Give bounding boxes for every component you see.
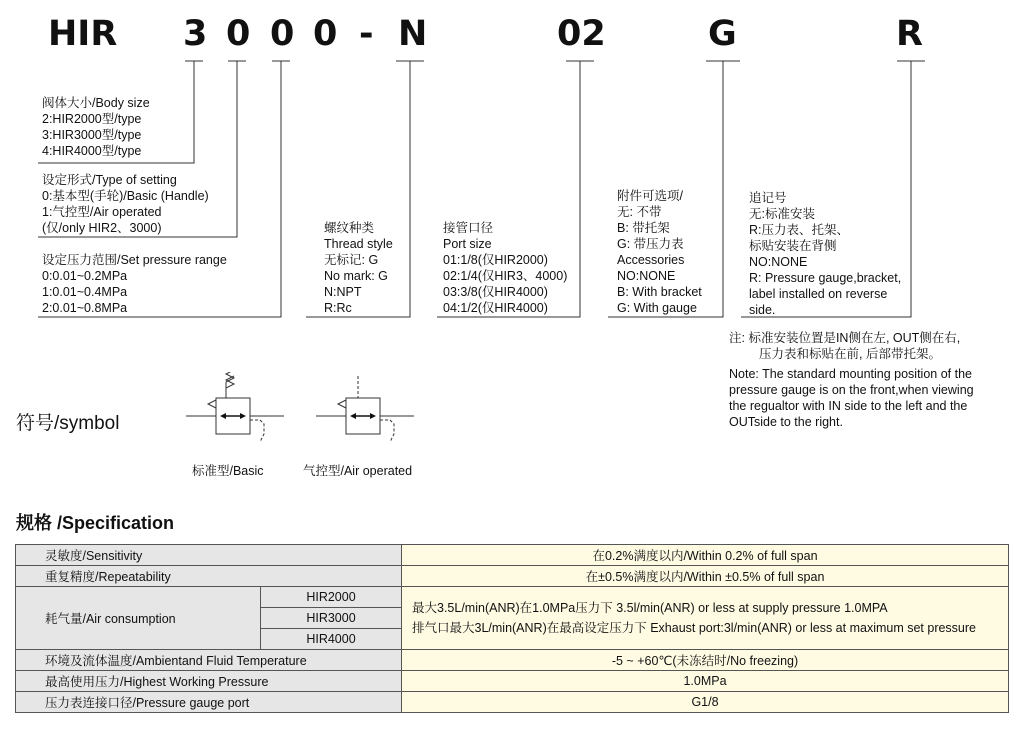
- air-operated-caption: 气控型/Air operated: [303, 464, 413, 478]
- option-accessories: 附件可选项/ 无: 不带 B: 带托架 G: 带压力表 Accessories NO:NONE B: With bracket G: With gauge: [617, 189, 702, 315]
- model-type-code: 0: [313, 14, 338, 54]
- table-row: [16, 650, 1009, 671]
- note-cn: 注: 标准安装位置是IN侧在左, OUT侧在右, 压力表和标贴在前, 后部带托架。: [729, 331, 961, 361]
- spec-label: 压力表连接口径/Pressure gauge port: [16, 692, 402, 713]
- spec-value: 1.0MPa: [402, 671, 1009, 692]
- spec-value: 最大3.5L/min(ANR)在1.0MPa压力下 3.5l/min(ANR) or less at supply pressure 1.0MPA 排气口最大3L/min(ANR)在最高设定压力下 Exhaust port:3l/min(ANR) or less at maximum set pressure: [402, 587, 1009, 650]
- table-row: [16, 545, 1009, 566]
- table-row: [16, 692, 1009, 713]
- model-dash: -: [359, 14, 374, 54]
- option-suffix: 追记号 无:标准安装 R:压力表、托架、 标贴安装在背侧 NO:NONE R: Pressure gauge,bracket, label installed on reverse side.: [749, 191, 902, 317]
- option-body-size: 阀体大小/Body size 2:HIR2000型/type 3:HIR3000型/type 4:HIR4000型/type: [42, 96, 150, 158]
- model-thread-code: N: [398, 14, 428, 54]
- model-setting-code: 0: [226, 14, 251, 54]
- model-size-code: 3: [183, 14, 208, 54]
- spec-label: 耗气量/Air consumption: [16, 587, 261, 650]
- model-port-code: 02: [557, 14, 606, 54]
- air-operated-symbol: [310, 372, 420, 452]
- spec-table: [15, 544, 1009, 713]
- spec-model: HIR3000: [261, 608, 402, 629]
- option-pressure-range: 设定压力范围/Set pressure range 0:0.01~0.2MPa 1:0.01~0.4MPa 2:0.01~0.8MPa: [42, 253, 227, 315]
- basic-caption: 标准型/Basic: [192, 464, 264, 478]
- table-row: [16, 671, 1009, 692]
- spec-value: G1/8: [402, 692, 1009, 713]
- option-setting-type: 设定形式/Type of setting 0:基本型(手轮)/Basic (Handle) 1:气控型/Air operated (仅/only HIR2、3000): [42, 173, 209, 235]
- spec-label: 最高使用压力/Highest Working Pressure: [16, 671, 402, 692]
- table-row: [16, 566, 1009, 587]
- model-gauge-code: G: [708, 14, 737, 54]
- spec-label: 重复精度/Repeatability: [16, 566, 402, 587]
- spec-value: -5 ~ +60℃(未冻结时/No freezing): [402, 650, 1009, 671]
- spec-model: HIR2000: [261, 587, 402, 608]
- option-port-size: 接管口径 Port size 01:1/8(仅HIR2000) 02:1/4(仅HIR3、4000) 03:3/8(仅HIR4000) 04:1/2(仅HIR4000): [443, 221, 568, 315]
- option-thread-style: 螺纹种类 Thread style 无标记: G No mark: G N:NPT R:Rc: [324, 221, 393, 315]
- table-row: [16, 587, 1009, 608]
- spec-value: 在0.2%满度以内/Within 0.2% of full span: [402, 545, 1009, 566]
- symbol-title: 符号/symbol: [16, 413, 120, 434]
- spec-label: 环境及流体温度/Ambientand Fluid Temperature: [16, 650, 402, 671]
- spec-label: 灵敏度/Sensitivity: [16, 545, 402, 566]
- model-suffix-code: R: [896, 14, 923, 54]
- model-pressure-code: 0: [270, 14, 295, 54]
- model-prefix: HIR: [48, 14, 118, 54]
- spec-value: 在±0.5%满度以内/Within ±0.5% of full span: [402, 566, 1009, 587]
- basic-regulator-symbol: [180, 372, 290, 452]
- note-en: Note: The standard mounting position of the pressure gauge is on the front,when viewing the regualtor with IN side to the left and the OUTside to the right.: [729, 367, 974, 429]
- spec-model: HIR4000: [261, 629, 402, 650]
- spec-title: 规格 /Specification: [16, 513, 175, 533]
